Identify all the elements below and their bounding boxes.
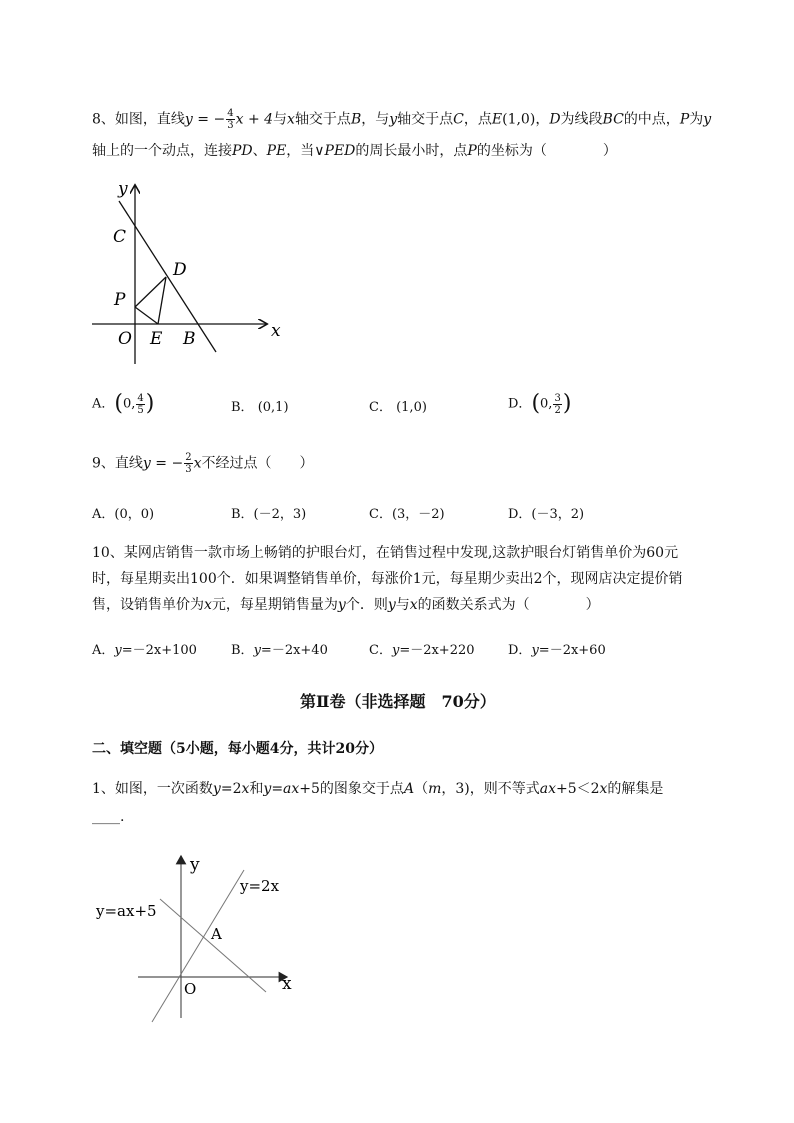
q10-option-a <box>92 639 197 658</box>
option-fraction <box>136 393 144 416</box>
line-y-2x <box>152 870 244 1022</box>
q8-line1 <box>92 108 711 131</box>
fill1-line1 <box>92 780 663 798</box>
q8-text: 、 <box>252 143 267 159</box>
q8-text: 轴交于点 <box>294 111 351 128</box>
q8-text: 与 <box>273 111 288 128</box>
fill1-text: = <box>271 781 284 797</box>
option-value: 0, <box>540 396 553 412</box>
q8-var: y <box>389 111 398 128</box>
q9-line <box>92 452 314 475</box>
q8-var: PD <box>232 143 253 159</box>
option-label: B． <box>231 400 254 415</box>
q8-var: ∨PED <box>314 143 356 159</box>
q10-line1: 10、某网店销售一款市场上畅销的护眼台灯，在销售过程中发现,这款护眼台灯销售单价为60元 <box>92 545 679 561</box>
q8-fraction <box>226 108 234 131</box>
paren-close: ) <box>145 391 155 416</box>
q8-option-c <box>369 396 427 415</box>
q9-text: 不经过点（ ） <box>201 455 314 472</box>
q8-coord: (1,0) <box>502 111 536 128</box>
option-var: y <box>253 643 261 658</box>
option-label: C． <box>369 643 392 658</box>
q8-eq-sign: = − <box>192 111 226 128</box>
q8-eq-rhs: x + 4 <box>235 111 274 128</box>
fill1-var: y <box>263 781 272 797</box>
q8-var: D <box>549 111 561 128</box>
frac-den: 3 <box>185 464 192 475</box>
q10-var: y <box>337 597 346 613</box>
q8-line2 <box>92 142 617 160</box>
q8-var: x <box>287 111 295 128</box>
fill1-figure <box>90 848 305 1028</box>
option-value: =－2x+100 <box>121 643 197 658</box>
line-bc <box>119 201 216 352</box>
q10-text: 个．则 <box>345 597 388 613</box>
q8-text: ， <box>535 111 550 128</box>
line-y-ax5 <box>160 899 266 992</box>
frac-num: 3 <box>554 392 561 404</box>
option-value: 0, <box>122 396 136 412</box>
q9-option-b: B．(－2，3) <box>231 507 307 522</box>
q8-var: P <box>467 143 477 159</box>
q8-var: B <box>350 111 362 128</box>
fig-label-e: E <box>150 329 163 349</box>
q8-text: 如图，直线 <box>114 111 185 128</box>
q10-option-d <box>508 639 606 658</box>
q8-text: ，点 <box>463 111 492 128</box>
frac-num: 4 <box>137 392 144 404</box>
option-var: y <box>391 643 400 658</box>
frac-den: 2 <box>554 404 561 416</box>
q9-eq-sign: = − <box>150 455 184 472</box>
q8-figure <box>88 178 288 370</box>
q8-option-a <box>92 390 154 419</box>
q9-number: 9、 <box>92 455 115 472</box>
fill1-var: ax <box>283 781 300 797</box>
frac-den: 5 <box>137 404 144 416</box>
q8-var: C <box>453 111 464 128</box>
option-value: (0,1) <box>257 400 289 415</box>
q10-line2: 时，每星期卖出100个．如果调整销售单价，每涨价1元，每星期少卖出2个，现网店决定提价销 <box>92 571 683 587</box>
fig-label-x: x <box>282 974 292 994</box>
fill1-text: ，3)，则不等式 <box>441 781 540 797</box>
frac-num: 2 <box>185 452 192 463</box>
q8-frac-num: 4 <box>227 108 234 119</box>
fill1-text: +5＜2 <box>555 781 600 797</box>
option-value: =－2x+40 <box>260 643 328 658</box>
fill1-var: ax <box>539 781 556 797</box>
q8-text: ，当 <box>286 143 315 159</box>
q9-var: x <box>193 455 202 472</box>
fill1-text: =2 <box>220 781 242 797</box>
q9-option-d: D．(－3，2) <box>508 507 585 522</box>
q8-var: y <box>703 111 712 128</box>
q8-var: PE <box>266 143 287 159</box>
q10-text: 售，设销售单价为 <box>92 597 204 613</box>
q8-number: 8、 <box>92 111 115 128</box>
fig-label-x: x <box>271 321 281 341</box>
fig-label-p: P <box>114 290 126 310</box>
q8-option-b <box>231 396 289 415</box>
q10-var: x <box>204 597 212 613</box>
option-label: C． <box>369 400 392 415</box>
q8-var: E <box>491 111 503 128</box>
fig-label-line1: y=2x <box>240 877 280 895</box>
q10-text: 元，每星期销售量为 <box>211 597 338 613</box>
option-value: =－2x+220 <box>399 643 475 658</box>
paren-close: ) <box>562 391 572 416</box>
fill1-text: 和 <box>249 781 264 797</box>
option-label: A． <box>92 396 115 412</box>
q8-text: 为 <box>689 111 704 128</box>
q8-option-d <box>508 390 571 419</box>
q10-var: y <box>387 597 396 613</box>
fig-label-o: O <box>118 329 132 349</box>
section-title: 第Ⅱ卷（非选择题 70分） <box>300 692 496 711</box>
option-label: D． <box>508 396 532 412</box>
fill1-var: A <box>403 781 415 797</box>
option-label: A． <box>92 643 115 658</box>
q9-var: y <box>142 455 151 472</box>
fill1-text: 1、如图，一次函数 <box>92 781 213 797</box>
fill1-var: x <box>599 781 608 797</box>
fill1-text: +5的图象交于点 <box>299 781 404 797</box>
option-label: D． <box>508 643 532 658</box>
segment-pe <box>135 307 158 324</box>
q8-text: ，与 <box>361 111 390 128</box>
fill1-var: m <box>428 781 442 797</box>
fig-label-a: A <box>211 925 222 943</box>
fig-label-y: y <box>190 855 200 875</box>
fig-label-b: B <box>183 329 196 349</box>
q8-var: BC <box>602 111 624 128</box>
option-value: =－2x+60 <box>538 643 606 658</box>
q9-option-a: A．(0，0) <box>92 507 155 522</box>
q8-eq-y: y <box>184 111 193 128</box>
fig-label-y: y <box>118 179 128 199</box>
q10-option-b <box>231 639 328 658</box>
option-value: (1,0) <box>396 400 427 415</box>
q10-var: x <box>409 597 418 613</box>
option-fraction <box>553 393 561 416</box>
q10-option-c <box>369 639 475 658</box>
paren-open: ( <box>114 391 123 416</box>
q9-fraction <box>184 452 192 475</box>
q9-text: 直线 <box>114 455 143 472</box>
q8-var: P <box>679 111 690 128</box>
answer-blank: ____. <box>92 809 125 825</box>
q8-text: 的坐标为（ ） <box>476 143 617 159</box>
option-label: B． <box>231 643 254 658</box>
option-var: y <box>531 643 539 658</box>
q8-text: 为线段 <box>560 111 603 128</box>
fill1-text: （ <box>414 781 429 797</box>
fill1-var: x <box>241 781 250 797</box>
fill1-text: 的解集是 <box>607 781 664 797</box>
q8-text: 轴上的一个动点，连接 <box>92 143 232 159</box>
fig-label-line2: y=ax+5 <box>96 902 157 920</box>
fig-label-c: C <box>113 227 127 247</box>
fig-label-o: O <box>184 980 197 998</box>
q8-text: 轴交于点 <box>397 111 454 128</box>
fill1-var: y <box>212 781 221 797</box>
section-subtitle: 二、填空题（5小题，每小题4分，共计20分） <box>92 741 383 757</box>
q8-text: 的中点， <box>623 111 680 128</box>
q10-line3 <box>92 596 600 614</box>
q10-text: 与 <box>395 597 410 613</box>
q8-frac-den: 3 <box>227 120 234 131</box>
q10-text: 的函数关系式为（ ） <box>417 597 600 613</box>
fig-label-d: D <box>173 260 187 280</box>
q9-option-c: C．(3，－2) <box>369 507 445 522</box>
q8-text: 的周长最小时，点 <box>355 143 468 159</box>
option-var: y <box>114 643 122 658</box>
paren-open: ( <box>531 391 541 416</box>
